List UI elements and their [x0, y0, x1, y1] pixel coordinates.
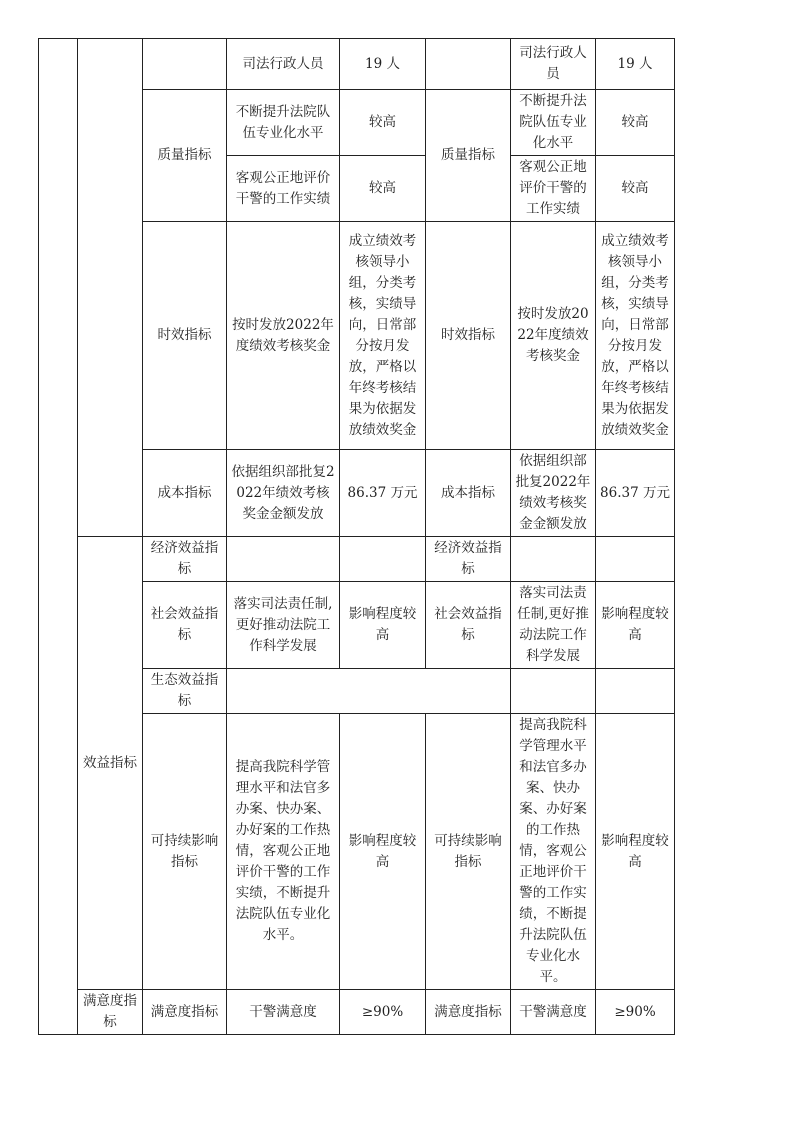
timeliness-category-a: 时效指标 [143, 222, 227, 450]
economic-category-a: 经济效益指标 [143, 537, 227, 582]
quality-value2-a: 较高 [340, 156, 426, 222]
social-value-a: 影响程度较高 [340, 582, 426, 669]
sustainable-category-b: 可持续影响指标 [426, 714, 511, 990]
table-row-satisfaction [39, 990, 675, 1035]
social-item-b: 落实司法责任制,更好推动法院工作科学发展 [511, 582, 596, 669]
benefit-group-label: 效益指标 [78, 537, 143, 990]
economic-value-b [596, 537, 675, 582]
quality-item2-b: 客观公正地评价干警的工作实绩 [511, 156, 596, 222]
personnel-value-a: 19 人 [340, 39, 426, 90]
sustainable-value-a: 影响程度较高 [340, 714, 426, 990]
timeliness-category-b: 时效指标 [426, 222, 511, 450]
satisfaction-item-a: 干警满意度 [227, 990, 340, 1035]
cost-item-b: 依据组织部批复2022年绩效考核奖金金额发放 [511, 450, 596, 537]
ecological-value-b [596, 669, 675, 714]
economic-value-a [340, 537, 426, 582]
timeliness-item-a: 按时发放2022年度绩效考核奖金 [227, 222, 340, 450]
social-item-a: 落实司法责任制,更好推动法院工作科学发展 [227, 582, 340, 669]
performance-indicator-table [38, 38, 675, 1035]
social-category-b: 社会效益指标 [426, 582, 511, 669]
category-cell-empty-b [426, 39, 511, 90]
cost-value-a: 86.37 万元 [340, 450, 426, 537]
quality-item1-a: 不断提升法院队伍专业化水平 [227, 90, 340, 156]
cost-category-b: 成本指标 [426, 450, 511, 537]
timeliness-value-b: 成立绩效考核领导小组，分类考核，实绩导向，日常部分按月发放，严格以年终考核结果为依据发放绩效奖金 [596, 222, 675, 450]
satisfaction-item-b: 干警满意度 [511, 990, 596, 1035]
quality-value1-a: 较高 [340, 90, 426, 156]
cost-item-a: 依据组织部批复2022年绩效考核奖金金额发放 [227, 450, 340, 537]
cost-category-a: 成本指标 [143, 450, 227, 537]
output-group-cell [78, 39, 143, 537]
satisfaction-value-a: ≥90% [340, 990, 426, 1035]
timeliness-item-b: 按时发放2022年度绩效考核奖金 [511, 222, 596, 450]
ecological-merged-empty [227, 669, 511, 714]
personnel-value-b: 19 人 [596, 39, 675, 90]
outer-category-cell [39, 39, 78, 1035]
economic-item-a [227, 537, 340, 582]
economic-category-b: 经济效益指标 [426, 537, 511, 582]
social-value-b: 影响程度较高 [596, 582, 675, 669]
sustainable-value-b: 影响程度较高 [596, 714, 675, 990]
table-row-personnel [39, 39, 675, 90]
satisfaction-value-b: ≥90% [596, 990, 675, 1035]
sustainable-category-a: 可持续影响指标 [143, 714, 227, 990]
satisfaction-group-label: 满意度指标 [78, 990, 143, 1035]
table-row-economic [39, 537, 675, 582]
quality-value1-b: 较高 [596, 90, 675, 156]
sustainable-item-b: 提高我院科学管理水平和法官多办案、快办案、办好案的工作热情，客观公正地评价干警的工作实绩，不断提升法院队伍专业化水平。 [511, 714, 596, 990]
social-category-a: 社会效益指标 [143, 582, 227, 669]
quality-value2-b: 较高 [596, 156, 675, 222]
quality-category-a: 质量指标 [143, 90, 227, 222]
personnel-name-a: 司法行政人员 [227, 39, 340, 90]
sustainable-item-a: 提高我院科学管理水平和法官多办案、快办案、办好案的工作热情，客观公正地评价干警的工作实绩，不断提升法院队伍专业化水平。 [227, 714, 340, 990]
category-cell-empty [143, 39, 227, 90]
economic-item-b [511, 537, 596, 582]
satisfaction-category-b: 满意度指标 [426, 990, 511, 1035]
timeliness-value-a: 成立绩效考核领导小组，分类考核，实绩导向，日常部分按月发放，严格以年终考核结果为依据发放绩效奖金 [340, 222, 426, 450]
ecological-category-a: 生态效益指标 [143, 669, 227, 714]
ecological-item-b [511, 669, 596, 714]
quality-item1-b: 不断提升法院队伍专业化水平 [511, 90, 596, 156]
personnel-name-b: 司法行政人员 [511, 39, 596, 90]
quality-item2-a: 客观公正地评价干警的工作实绩 [227, 156, 340, 222]
quality-category-b: 质量指标 [426, 90, 511, 222]
cost-value-b: 86.37 万元 [596, 450, 675, 537]
satisfaction-category-a: 满意度指标 [143, 990, 227, 1035]
